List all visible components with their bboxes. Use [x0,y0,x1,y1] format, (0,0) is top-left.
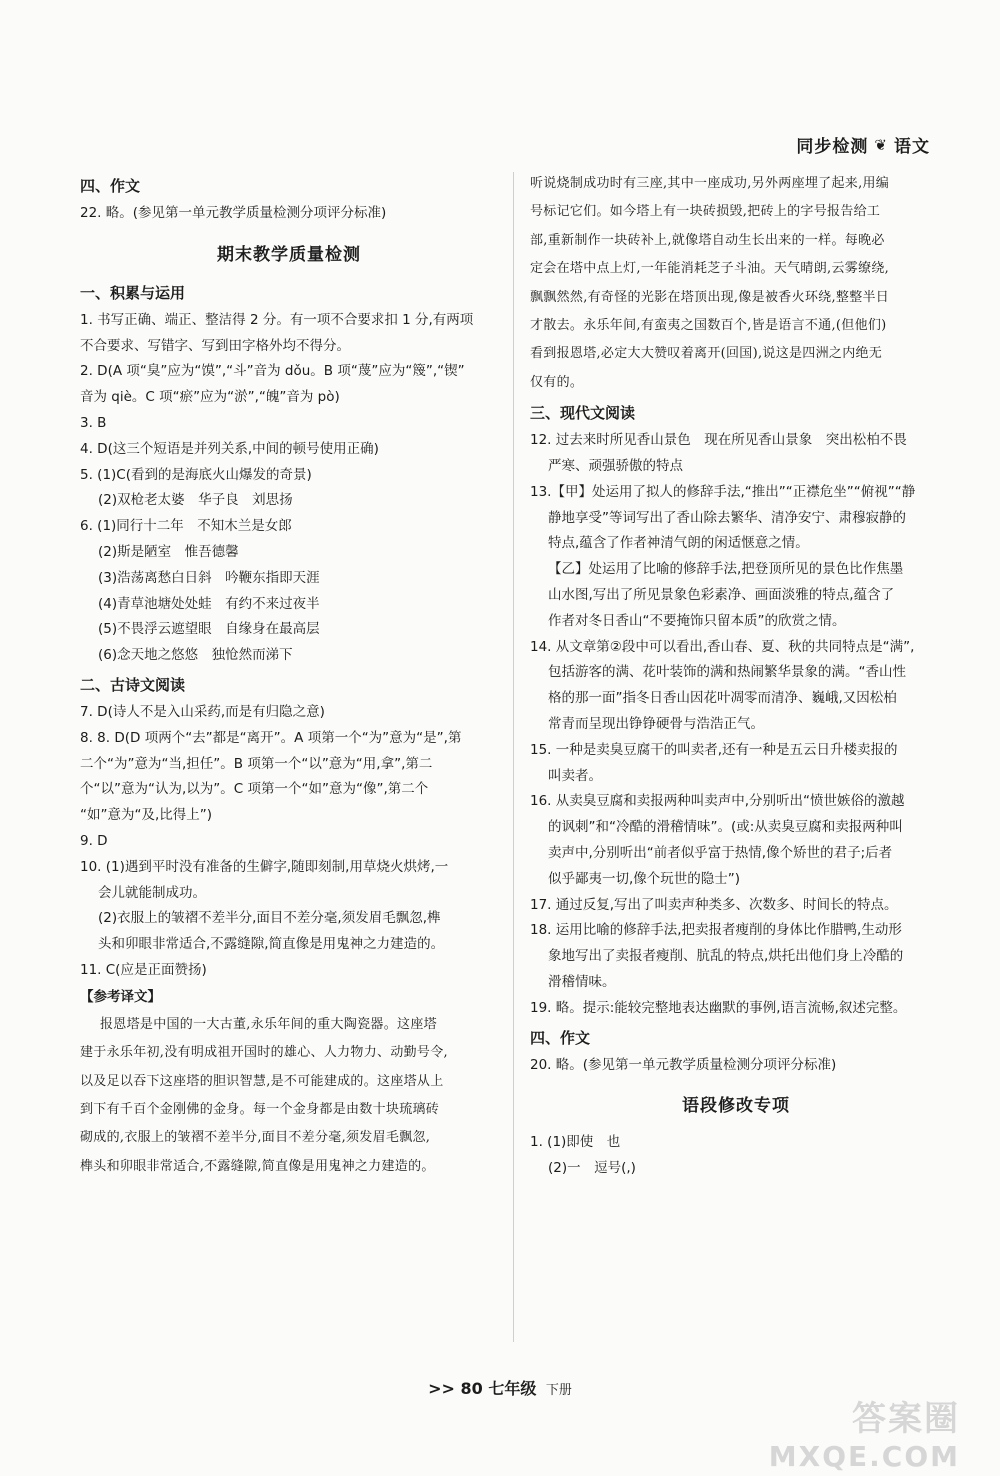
translation-line: 号标记它们。如今塔上有一块砖损毁,把砖上的字号报告给工 [530,204,881,220]
answer-5-sub: (2)双枪老太婆 华子良 刘思扬 [98,492,293,509]
answer-8-cont: 个“以”意为“认为,以为”。C 项第一个“如”意为“像”,第二个 [80,781,429,798]
answer-17: 17. 通过反复,写出了叫卖声种类多、次数多、时间长的特点。 [530,896,898,913]
answer-11: 11. C(应是正面赞扬) [80,961,207,978]
section-heading: 二、古诗文阅读 [80,675,186,694]
watermark [769,1400,960,1476]
answer-1: 1. 书写正确、端正、整洁得 2 分。有一项不合要求扣 1 分,有两项 [80,311,474,328]
translation-line: 看到报恩塔,必定大大赞叹着离开(回国),说这是四洲之内绝无 [530,346,883,362]
answer-15-cont: 叫卖者。 [548,767,602,784]
page-footer [0,1376,1000,1399]
answer-6-sub: (4)青草池塘处处蛙 有约不来过夜半 [98,595,320,612]
section-heading: 三、现代文阅读 [530,404,636,423]
section-heading: 四、作文 [80,177,141,195]
section-heading: 四、作文 [530,1028,591,1047]
answer-13-cont: 山水图,写出了所见景象色彩素净、画面淡雅的特点,蕴含了 [548,587,895,604]
answer-6-sub: (2)斯是陋室 惟吾德馨 [98,543,239,560]
revision-answer-1: 1. (1)即使 也 [530,1134,621,1151]
grade-label: 七年级 [488,1379,537,1398]
translation-line: 以及足以吞下这座塔的胆识智慧,是不可能建成的。这座塔从上 [80,1073,444,1089]
translation-line: 部,重新制作一块砖补上,就像塔自动生长出来的一样。每晚必 [530,232,885,248]
answer-4: 4. D(这三个短语是并列关系,中间的顿号使用正确) [80,440,379,457]
translation-line: 听说烧制成功时有三座,其中一座成功,另外两座埋了起来,用编 [530,176,890,191]
revision-answer-1-sub: (2)一 逗号(,) [548,1160,636,1177]
answer-10-cont: 会儿就能制成功。 [98,884,206,901]
answer-10: 10. (1)遇到平时没有准备的生僻字,随即刻制,用草烧火烘烤,一 [80,858,449,875]
translation-line: 定会在塔中点上灯,一年能消耗芝子斗油。天气晴朗,云雾缭绕, [530,261,890,277]
watermark-logo-text: 答案圈 [852,1399,960,1439]
answer-5: 5. (1)C(看到的是海底火山爆发的奇景) [80,466,312,483]
answer-13-sub: 【乙】处运用了比喻的修辞手法,把登顶所见的景色比作焦墨 [548,561,904,578]
answer-9: 9. D [80,832,108,849]
answer-8-cont: 二个“为”意为“当,担任”。B 项第一个“以”意为“用,拿”,第二 [80,755,433,772]
answer-16-cont: 卖声中,分别听出“前者似乎富于热情,像个矫世的君子;后者 [548,845,893,861]
answer-2: 2. D(A 项“臭”应为“馍”,“斗”音为 dǒu。B 项“蔑”应为“篾”,“锲” [80,363,465,380]
answer-14: 14. 从文章第②段中可以看出,香山春、夏、秋的共同特点是“满”, [530,638,915,655]
special-section-title: 语段修改专项 [682,1096,790,1117]
answer-12: 12. 过去来时所见香山景色 现在所见香山景象 突出松柏不畏 [530,432,907,449]
answer-16-cont: 似乎鄙夷一切,像个玩世的隐士”) [548,870,741,887]
translation-line: 到下有千百个金刚佛的金身。每一个金身都是由数十块琉璃砖 [80,1101,440,1117]
left-column [80,170,498,1181]
answer-8-cont: “如”意为“及,比得上”) [80,807,213,824]
translation-line: 砌成的,衣服上的皱褶不差半分,面目不差分毫,须发眉毛飘忽, [80,1130,431,1146]
translation-line: 建于永乐年初,没有明成祖开国时的雄心、人力物力、动勤号令, [80,1045,448,1061]
translation-line: 榫头和卯眼非常适合,不露缝隙,简直像是用鬼神之力建造的。 [80,1158,435,1174]
answer-13-cont: 特点,蕴含了作者神清气朗的闲适惬意之情。 [548,535,809,552]
column-divider [513,172,514,1342]
answer-18: 18. 运用比喻的修辞手法,把卖报者瘦削的身体比作腊鸭,生动形 [530,922,902,939]
answer-20: 20. 略。(参见第一单元教学质量检测分项评分标准) [530,1056,837,1073]
answer-22: 22. 略。(参见第一单元教学质量检测分项评分标准) [80,205,387,221]
translation-line: 飘飘然然,有奇怪的光影在塔顶出现,像是被香火环绕,整整半日 [530,289,890,305]
answer-18-cont: 滑稽情味。 [548,973,616,990]
volume-label: 下册 [545,1383,572,1398]
answer-15: 15. 一种是卖臭豆腐干的叫卖者,还有一种是五云日升楼卖报的 [530,741,898,758]
answer-14-cont: 包括游客的满、花叶装饰的满和热闹繁华景象的满。“香山性 [548,664,906,681]
answer-13-cont: 作者对冬日香山“不要掩饰只留本质”的欣赏之情。 [548,612,846,629]
translation-line: 才散去。永乐年间,有蛮夷之国数百个,皆是语言不通,(但他们) [530,318,887,334]
page-number: 80 [460,1379,483,1398]
answer-7: 7. D(诗人不是入山采药,而是有归隐之意) [80,703,325,720]
answer-13: 13.【甲】处运用了拟人的修辞手法,“推出”“正襟危坐”“俯视”“静 [530,483,916,500]
reference-translation-heading: 【参考译文】 [80,988,161,1005]
right-column [530,170,942,1182]
translation-line: 仅有的。 [530,374,584,390]
answer-14-cont: 常青而呈现出铮铮硬骨与浩浩正气。 [548,716,764,733]
answer-10-sub: (2)衣服上的皱褶不差半分,面目不差分毫,须发眉毛飘忽,榫 [98,910,441,927]
exam-title: 期末教学质量检测 [217,244,361,265]
answer-6-sub: (5)不畏浮云遮望眼 自缘身在最高层 [98,621,320,638]
leaf-icon: ❦ [874,135,888,154]
answer-13-cont: 静地享受”等词写出了香山除去繁华、清净安宁、肃穆寂静的 [548,509,906,526]
answer-18-cont: 象地写出了卖报者瘦削、肮乱的特点,烘托出他们身上冷酷的 [548,948,904,965]
answer-16: 16. 从卖臭豆腐和卖报两种叫卖声中,分别听出“愤世嫉俗的激越 [530,793,905,810]
answer-10-cont: 头和卯眼非常适合,不露缝隙,简直像是用鬼神之力建造的。 [98,936,445,953]
answer-19: 19. 略。提示:能较完整地表达幽默的事例,语言流畅,叙述完整。 [530,999,907,1016]
answer-8: 8. 8. D(D 项两个“去”都是“离开”。A 项第一个“为”意为“是”,第 [80,729,462,746]
header-subject: 语文 [894,137,930,157]
translation-line: 报恩塔是中国的一大古董,永乐年间的重大陶瓷器。这座塔 [100,1016,437,1032]
answer-6-sub: (3)浩荡离愁白日斜 吟鞭东指即天涯 [98,569,320,586]
answer-2-cont: 音为 qiè。C 项“瘀”应为“淤”,“魄”音为 pò) [80,389,340,406]
double-chevron-icon: >> [428,1379,455,1398]
answer-6-sub: (6)念天地之悠悠 独怆然而涕下 [98,647,293,664]
answer-1-cont: 不合要求、写错字、写到田字格外均不得分。 [80,337,350,354]
answer-12-cont: 严寒、顽强骄傲的特点 [548,458,683,475]
header-title: 同步检测 [796,137,869,157]
answer-3: 3. B [80,414,107,431]
answer-16-cont: 的讽刺”和“冷酷的滑稽情味”。(或:从卖臭豆腐和卖报两种叫 [548,819,903,836]
answer-14-cont: 格的那一面”指冬日香山因花叶凋零而清净、巍峨,又因松柏 [548,690,897,707]
answer-6: 6. (1)同行十二年 不知木兰是女郎 [80,518,292,535]
page-header [796,132,930,157]
watermark-url: MXQE.COM [768,1440,960,1473]
section-heading: 一、积累与运用 [80,283,186,302]
